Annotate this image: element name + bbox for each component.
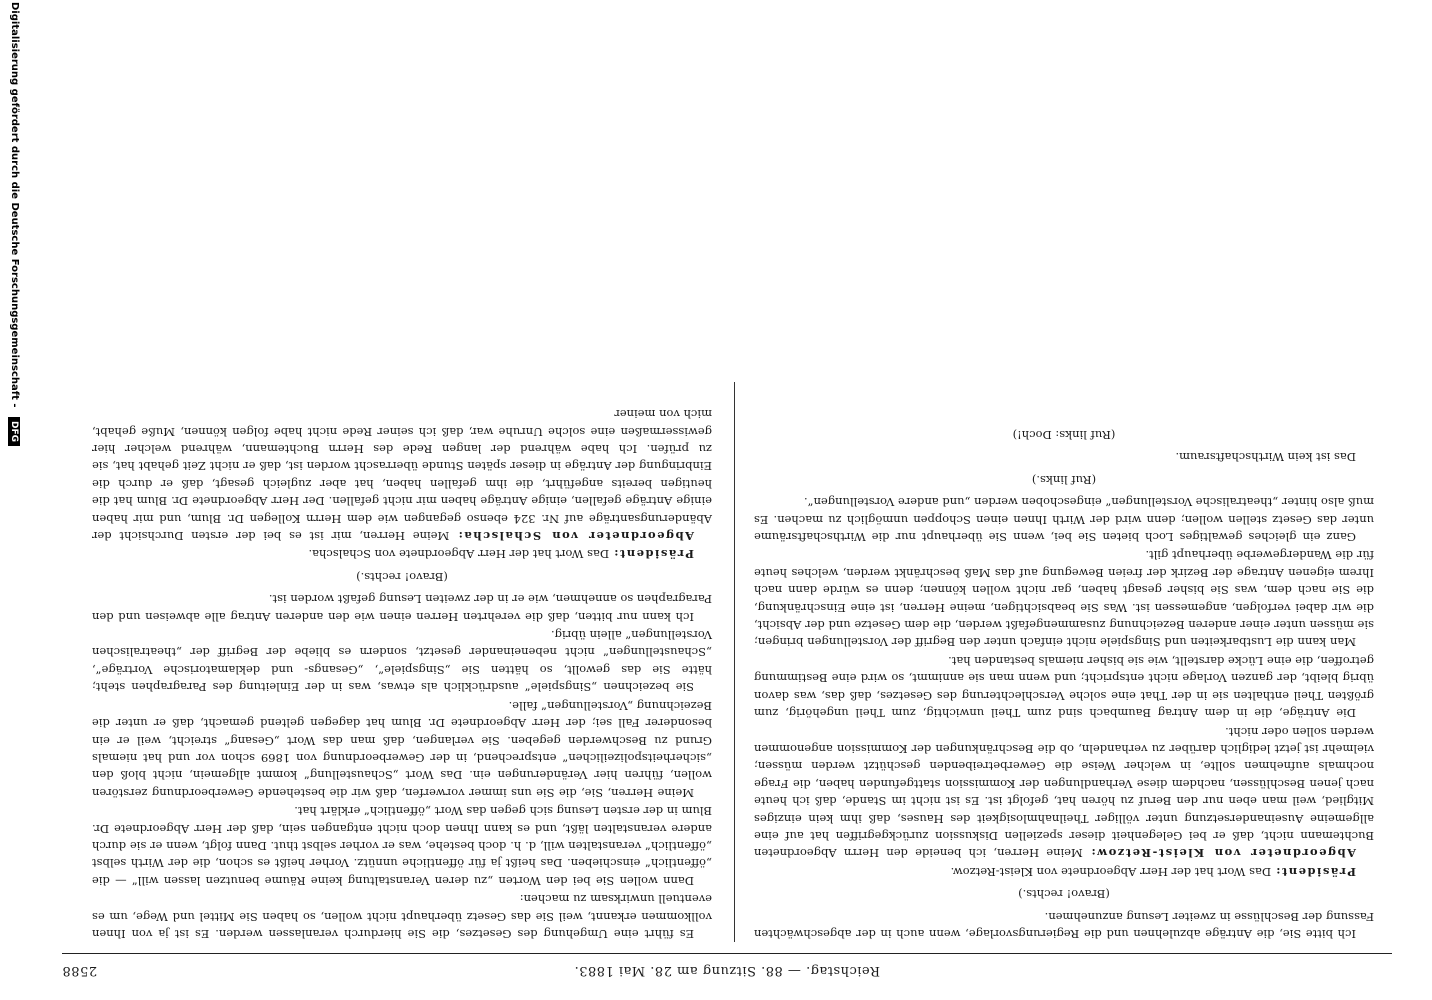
paragraph-text: Dann wollen Sie bei den Worten „zu deren Veranstaltung keine Räume benutzen lassen will“ — die „öffentlich“ einschieben. Das heißt ja für öffentliche unnütz. Vorher heißt es schon, die der Wirth selbst „öffentlich“ veranstalten will, d. h. doch bestehe, was er vorher selbst thut. Dann folgt, wenn er sie durch andere veranstalten läßt, und es kann Ihnen doch nicht entgangen sein, daß der Herr Abgeordnete Dr. Blum in der ersten Lesung sich gegen das Wort „öffentlich“ erklärt hat. <box>92 804 712 888</box>
speech-paragraph <box>92 405 712 544</box>
speech-text: Das Wort hat der Herr Abgeordnete von Schalscha. <box>308 547 610 562</box>
column-divider <box>734 382 735 942</box>
body-paragraph <box>754 546 1374 650</box>
speaker-name: Präsident: <box>1274 864 1356 879</box>
speech-paragraph <box>754 722 1374 861</box>
left-column <box>754 421 1374 942</box>
paragraph-text: Ich bitte Sie, die Anträge abzulehnen und die Regierungsvorlage, wenn auch in der abgeschwächten Fassung der Beschlüsse in zweiter Lesung anzunehmen. <box>754 909 1374 941</box>
stage-direction-text: (Bravo! rechts.) <box>1018 887 1110 902</box>
digitization-note <box>6 2 20 992</box>
dfg-logo-icon: DFG <box>8 417 20 446</box>
speech-paragraph <box>754 862 1374 879</box>
header-rule <box>62 953 1392 954</box>
running-title: Reichstag. — 88. Sitzung am 28. Mai 1883. <box>574 963 880 978</box>
right-column <box>92 404 712 942</box>
paragraph-text: Man kann die Lustbarkeiten und Singspiele nicht einfach unter den Begriff der Vorstellungen bringen; sie müssen unter einer anderen Bezeichnung zusammengefaßt werden, die dem Gesetze und der Absicht, die wir dabei verfolgen, angemessen ist. Was Sie beabsichtigen, meine Herren, ist eine Einschränkung, die Sie nach dem, was Sie bisher gesagt haben, gar nicht wollen können; denn es würde dann nach Ihrem eigenen Antrage der Bezirk der freien Bewegung auf das Maß beschränkt werden, welches heute für die Wandergewerbe überhaupt gilt. <box>754 548 1374 650</box>
body-paragraph <box>754 652 1374 722</box>
body-paragraph <box>92 802 712 889</box>
body-paragraph <box>754 448 1374 465</box>
paragraph-text: Ich kann nur bitten, daß die verehrten Herren einen wie den anderen Antrag alle abweisen und den Paragraphen so annehmen, wie er in der zweiten Lesung gefaßt worden ist. <box>92 592 712 624</box>
body-paragraph <box>92 890 712 942</box>
speech-text: Meine Herren, ich beneide den Herrn Abgeordneten Buchtemann nicht, daß er bei Gelegenheit dieser speziellen Diskussion zurückgegriffen hat auf eine allgemeine Auseinandersetzung unter völliger Theilnahmlosigkeit des Hauses, daß ihm kein einziges Mitglied, weil man eben nur den Beruf zu hören hat, gefolgt ist. Es ist nicht im Stande, daß ich heute nach jenen Beschlüssen, nachdem diese Verhandlungen der Kommission stattgefunden haben, die Frage nochmals aufnehmen sollte, in welcher Weise die Gewerbetreibenden geschützt werden müssen; vielmehr ist jetzt lediglich darüber zu verhandeln, ob die Beschränkungen der Kommission angenommen werden sollen oder nicht. <box>754 724 1374 861</box>
stage-direction-text: (Ruf links: Doch!) <box>1012 428 1116 443</box>
stage-direction-text: (Ruf links.) <box>1031 472 1097 487</box>
stage-direction <box>754 885 1374 902</box>
speech-text: Das Wort hat der Herr Abgeordnete von Kleist-Retzow. <box>950 864 1272 879</box>
body-paragraph <box>92 626 712 696</box>
speech-text: Meine Herren, mir ist es bei der ersten Durchsicht der Abänderungsanträge auf Nr. 324 ebenso gegangen wie dem Herrn Kollegen Dr. Blum, und mir haben einige Anträge gefallen, einige Anträge haben mir nicht gefallen. Der Herr Abgeordnete Dr. Blum hat die heutigen bereits angeführt, die ihm gefallen haben, hat aber zugleich gesagt, daß er durch die Einbringung der Anträge in dieser späten Stunde überrascht worden ist, daß er nicht Zeit gehabt hat, sie zu prüfen. Ich habe während der langen Rede des Herrn Buchtemann, während welcher hier gewissermaßen eine solche Unruhe war, daß ich seiner Rede nicht habe folgen können, Muße gehabt, mich von meiner <box>91 407 712 544</box>
paragraph-text: Die Anträge, die in dem Antrag Baumbach sind zum Theil unwichtig, zum Theil ungehörig, zum größten Theil enthalten sie in der That eine solche Verschlechterung des Gesetzes, daß das, was davon übrig bleibt, der ganzen Vorlage nicht entspricht; und wenn man sie annimmt, so wird eine Bestimmung getroffen, die eine Lücke darstellt, wie sie bisher niemals bestanden hat. <box>754 653 1374 721</box>
stage-direction <box>92 567 712 584</box>
speaker-name: Präsident: <box>612 547 694 562</box>
paragraph-text: Meine Herren, Sie, die Sie uns immer vorwerfen, daß wir die bestehende Gewerbeordnung zerstören wollen, führen hier Veränderungen ein. Das Wort „Schaustellung“ kommt allgemein, nicht bloß den „sicherheitspolizeilichen“ entsprechend, in der Gewerbeordnung von 1869 schon vor und hat niemals Grund zu Beschwerden gegeben. Sie verlangen, daß man das Wort „Gesang“ streicht, weil er ein besonderer Fall sei; der Herr Abgeordnete Dr. Blum hat dagegen geltend gemacht, daß er unter die Bezeichnung „Vorstellungen“ falle. <box>92 698 712 800</box>
body-paragraph <box>92 696 712 800</box>
stage-direction <box>754 470 1374 487</box>
stage-direction <box>754 426 1374 443</box>
paragraph-text: Das ist kein Wirthschaftsraum. <box>1175 450 1356 465</box>
page-header <box>62 958 1392 978</box>
paragraph-text: Ganz ein gleiches gewaltiges Loch bieten Sie bei, wenn Sie überhaupt nur die Wirthschaftsräume unter das Gesetz stellen wollen; denn wird der Wirth Ihnen einen Schoppen unmöglich zu machen. Es muß also hinter „theatralische Vorstellungen“ eingeschoben werden „und andere Vorstellungen“. <box>754 495 1374 545</box>
body-paragraph <box>754 493 1374 545</box>
paragraph-text: Sie bezeichnen „Singspiele“ ausdrücklich als etwas, was in der Einleitung des Paragraphen steht; hätte Sie das gewollt, so hätten Sie „Singspiele“, „Gesangs- und deklamatorische Vorträge“, „Schaustellungen“ nicht nebeneinander gesetzt, sondern es bliebe der Begriff der „theatralischen Vorstellungen“ allein übrig. <box>92 628 712 695</box>
digitization-text: Digitalisierung gefördert durch die Deutsche Forschungsgemeinschaft - <box>9 2 20 408</box>
speaker-name: Abgeordneter von Kleist-Retzow: <box>1090 846 1356 861</box>
stage-direction-text: (Bravo! rechts.) <box>356 569 448 584</box>
body-paragraph <box>92 590 712 625</box>
speech-paragraph <box>92 545 712 562</box>
speaker-name: Abgeordneter von Schalscha: <box>457 529 694 544</box>
body-paragraph <box>754 907 1374 942</box>
paragraph-text: Es führt eine Umgehung des Gesetzes, die Sie hierdurch veranlassen werden. Es ist ja von Ihnen vollkommen erkannt, weil Sie das Gesetz überhaupt nicht wollen, so haben Sie Mittel und Wege, um es eventuell unwirksam zu machen: <box>92 892 712 941</box>
page-number: 2588 <box>62 963 98 978</box>
